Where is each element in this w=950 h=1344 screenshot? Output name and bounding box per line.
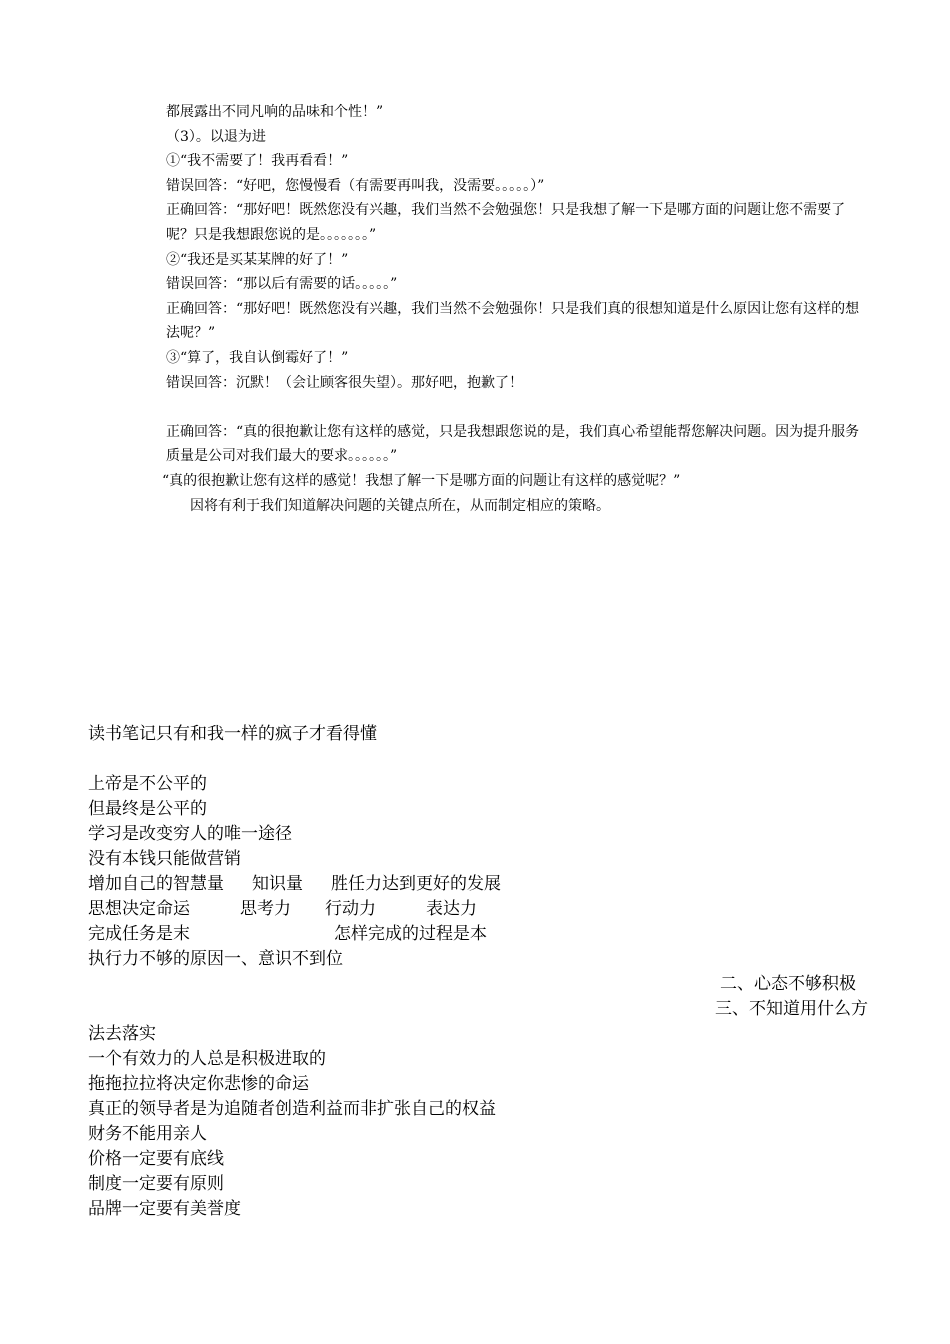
note-line: 价格一定要有底线 (88, 1149, 224, 1169)
wrong-answer: 错误回答：“好吧，您慢慢看（有需要再叫我，没需要。。。。。）” (166, 177, 545, 194)
note-line: 财务不能用亲人 (88, 1124, 207, 1144)
note-line: 真正的领导者是为追随者创造利益而非扩张自己的权益 (88, 1099, 496, 1119)
text-line: 因将有利于我们知道解决问题的关键点所在，从而制定相应的策略。 (190, 497, 610, 514)
sales-dialogue-section (162, 100, 866, 518)
note-line: 上帝是不公平的 (88, 774, 207, 794)
note-line: 法去落实 (88, 1024, 156, 1044)
note-line (88, 872, 868, 897)
note-part: 知识量 (252, 874, 303, 894)
text-line: “真的很抱歉让您有这样的感觉！我想了解一下是哪方面的问题让有这样的感觉呢？” (162, 472, 681, 489)
correct-answer: 正确回答：“那好吧！既然您没有兴趣，我们当然不会勉强您！只是我想了解一下是哪方面的问题让您不需要了呢？只是我想跟您说的是。。。。。。。” (166, 202, 846, 243)
customer-quote: ①“我不需要了！我再看看！” (166, 153, 349, 170)
text-line: 都展露出不同凡响的品味和个性！” (166, 104, 384, 120)
note-part: 二、心态不够积极 (720, 974, 856, 994)
customer-quote: ③“算了，我自认倒霉好了！” (166, 349, 349, 366)
note-line: 执行力不够的原因一、意识不到位 (88, 949, 343, 969)
note-part: 怎样完成的过程是本 (334, 924, 487, 944)
correct-answer: 正确回答：“真的很抱歉让您有这样的感觉，只是我想跟您说的是，我们真心希望能帮您解决问题。因为提升服务质量是公司对我们最大的要求。。。。。。” (166, 423, 860, 465)
notes-title: 读书笔记只有和我一样的疯子才看得懂 (88, 724, 377, 744)
note-part: 行动力 (325, 899, 376, 919)
note-line: 拖拖拉拉将决定你悲惨的命运 (88, 1074, 309, 1094)
note-line: 品牌一定要有美誉度 (88, 1199, 241, 1219)
note-part: 完成任务是末 (88, 924, 190, 944)
note-line: 一个有效力的人总是积极进取的 (88, 1049, 326, 1069)
reading-notes-section (88, 722, 868, 1222)
blank-line (166, 395, 866, 420)
customer-quote: ②“我还是买某某牌的好了！” (166, 251, 349, 268)
wrong-answer: 错误回答：“那以后有需要的话。。。。。” (166, 276, 398, 293)
note-line (88, 972, 868, 997)
note-line: 制度一定要有原则 (88, 1174, 224, 1194)
note-part: 表达力 (426, 899, 477, 919)
subheading: （3）。以退为进 (166, 128, 266, 145)
note-line (88, 897, 868, 922)
note-line: 三、不知道用什么方 (715, 999, 868, 1019)
note-part: 思想决定命运 (88, 899, 190, 919)
wrong-answer: 错误回答：沉默！（会让顾客很失望）。那好吧，抱歉了！ (166, 374, 523, 391)
note-line: 没有本钱只能做营销 (88, 849, 241, 869)
correct-answer: 正确回答：“那好吧！既然您没有兴趣，我们当然不会勉强你！只是我们真的很想知道是什么原因让您有这样的想法呢？” (166, 300, 860, 342)
note-part: 胜任力达到更好的发展 (331, 874, 501, 894)
note-line: 但最终是公平的 (88, 799, 207, 819)
note-part: 思考力 (240, 899, 291, 919)
note-line: 学习是改变穷人的唯一途径 (88, 824, 292, 844)
note-part: 增加自己的智慧量 (88, 874, 224, 894)
note-line (88, 922, 868, 947)
blank-line (88, 747, 868, 772)
